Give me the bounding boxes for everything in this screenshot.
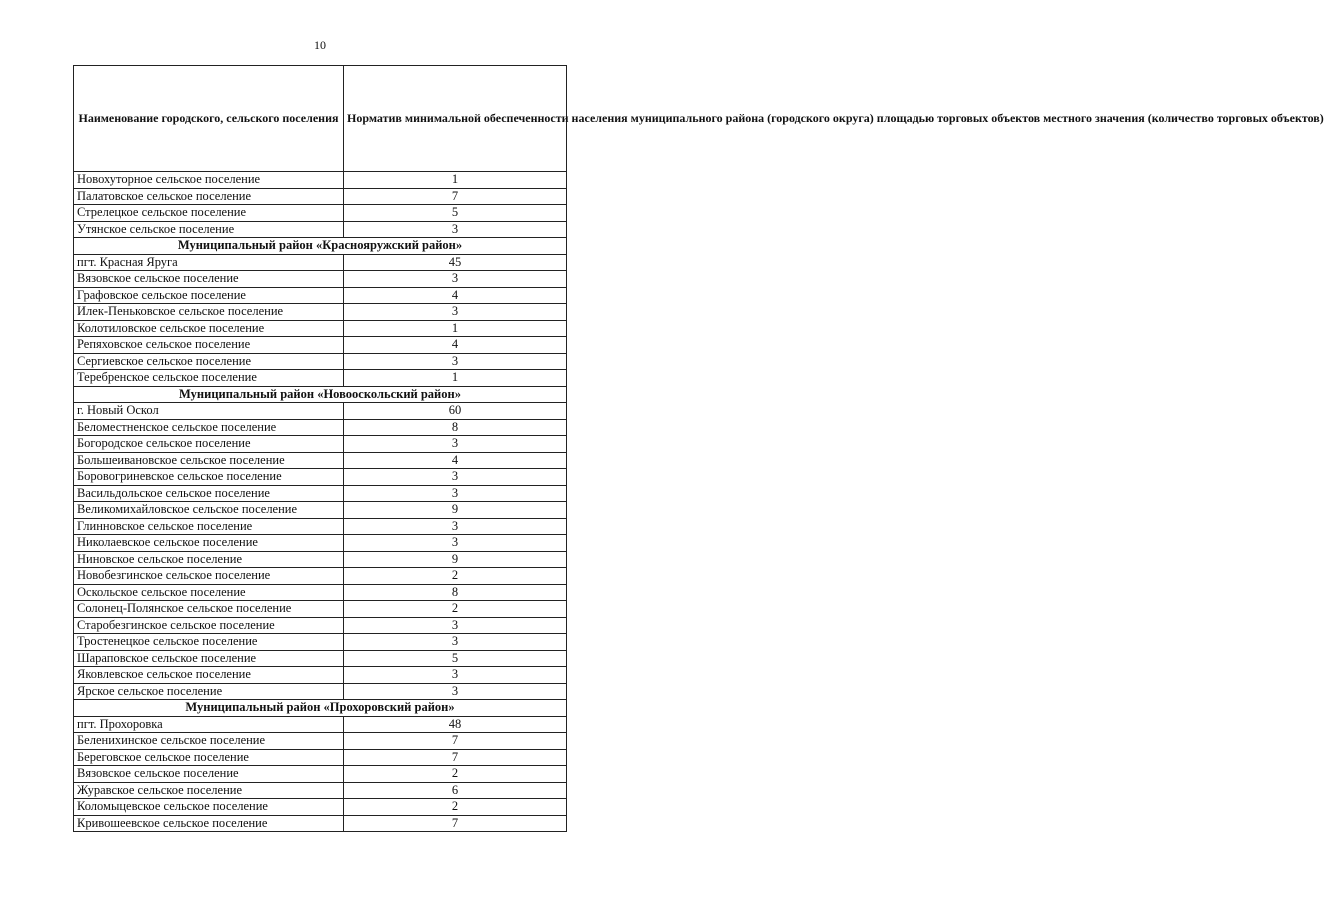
norm-value: 60 (344, 403, 567, 420)
settlement-name: Богородское сельское поселение (74, 436, 344, 453)
district-row (74, 700, 567, 717)
table-header (74, 66, 1324, 172)
settlement-name: Большеивановское сельское поселение (74, 452, 344, 469)
table-row (74, 568, 567, 585)
table-row (74, 584, 567, 601)
norm-value: 7 (344, 815, 567, 832)
table-body (74, 172, 567, 832)
settlement-name: пгт. Прохоровка (74, 716, 344, 733)
norm-value: 45 (344, 254, 567, 271)
table-row (74, 172, 567, 189)
settlement-name: Стрелецкое сельское поселение (74, 205, 344, 222)
table-row (74, 254, 567, 271)
table-row (74, 221, 567, 238)
norm-value: 2 (344, 799, 567, 816)
settlement-name: Ниновское сельское поселение (74, 551, 344, 568)
settlement-name: Утянское сельское поселение (74, 221, 344, 238)
norm-value: 3 (344, 469, 567, 486)
settlement-name: Новобезгинское сельское поселение (74, 568, 344, 585)
table-row (74, 815, 567, 832)
settlement-name: Сергиевское сельское поселение (74, 353, 344, 370)
norm-value: 4 (344, 337, 567, 354)
table-row (74, 667, 567, 684)
settlement-name: Оскольское сельское поселение (74, 584, 344, 601)
settlement-name: Солонец-Полянское сельское поселение (74, 601, 344, 618)
norm-value: 3 (344, 683, 567, 700)
table-row (74, 634, 567, 651)
norm-value: 2 (344, 766, 567, 783)
table-row (74, 749, 567, 766)
norm-value: 5 (344, 650, 567, 667)
settlement-name: Журавское сельское поселение (74, 782, 344, 799)
table-row (74, 535, 567, 552)
settlement-name: Шараповское сельское поселение (74, 650, 344, 667)
table-row (74, 188, 567, 205)
table-row (74, 337, 567, 354)
norm-value: 3 (344, 271, 567, 288)
district-title: Муниципальный район «Прохоровский район» (74, 700, 567, 717)
settlement-name: Глинновское сельское поселение (74, 518, 344, 535)
district-title: Муниципальный район «Новооскольский район» (74, 386, 567, 403)
table-row (74, 799, 567, 816)
table-row (74, 304, 567, 321)
table-row (74, 502, 567, 519)
settlement-name: Палатовское сельское поселение (74, 188, 344, 205)
norm-value: 8 (344, 419, 567, 436)
settlement-name: Боровогриневское сельское поселение (74, 469, 344, 486)
table-row (74, 419, 567, 436)
header-norm: Норматив минимальной обеспеченности населения муниципального района (городского округа) площадью торговых объектов местного значения (количество торговых объектов) (344, 66, 567, 172)
norm-value: 2 (344, 568, 567, 585)
norm-value: 1 (344, 320, 567, 337)
settlement-name: Коломыцевское сельское поселение (74, 799, 344, 816)
settlement-name: Береговское сельское поселение (74, 749, 344, 766)
norm-value: 3 (344, 667, 567, 684)
norm-value: 48 (344, 716, 567, 733)
norm-value: 2 (344, 601, 567, 618)
settlement-name: Вязовское сельское поселение (74, 766, 344, 783)
settlement-name: Вязовское сельское поселение (74, 271, 344, 288)
settlement-name: Тростенецкое сельское поселение (74, 634, 344, 651)
settlement-name: Васильдольское сельское поселение (74, 485, 344, 502)
norm-value: 8 (344, 584, 567, 601)
settlement-name: Теребренское сельское поселение (74, 370, 344, 387)
table-row (74, 403, 567, 420)
norm-value: 5 (344, 205, 567, 222)
table-row (74, 782, 567, 799)
table-row (74, 353, 567, 370)
norm-value: 4 (344, 287, 567, 304)
table-row (74, 436, 567, 453)
table-row (74, 469, 567, 486)
norm-value: 1 (344, 370, 567, 387)
table-row (74, 370, 567, 387)
norm-value: 4 (344, 452, 567, 469)
settlement-name: Беломестненское сельское поселение (74, 419, 344, 436)
norm-value: 3 (344, 634, 567, 651)
norm-value: 3 (344, 221, 567, 238)
settlement-name: Николаевское сельское поселение (74, 535, 344, 552)
table-row (74, 716, 567, 733)
settlement-name: Илек-Пеньковское сельское поселение (74, 304, 344, 321)
norms-table (73, 65, 1324, 832)
settlement-name: Кривошеевское сельское поселение (74, 815, 344, 832)
norm-value: 3 (344, 436, 567, 453)
settlement-name: Великомихайловское сельское поселение (74, 502, 344, 519)
table-row (74, 601, 567, 618)
table-row (74, 733, 567, 750)
norm-value: 3 (344, 617, 567, 634)
table-row (74, 205, 567, 222)
table-row (74, 518, 567, 535)
table-row (74, 320, 567, 337)
table-row (74, 452, 567, 469)
table-row (74, 683, 567, 700)
settlement-name: пгт. Красная Яруга (74, 254, 344, 271)
norm-value: 3 (344, 485, 567, 502)
table-row (74, 485, 567, 502)
header-row (74, 66, 567, 172)
norm-value: 1 (344, 172, 567, 189)
table-row (74, 551, 567, 568)
district-title: Муниципальный район «Краснояружский район» (74, 238, 567, 255)
table-row (74, 287, 567, 304)
norm-value: 3 (344, 535, 567, 552)
settlement-name: Яковлевское сельское поселение (74, 667, 344, 684)
header-settlement-name: Наименование городского, сельского поселения (74, 66, 344, 172)
norm-value: 3 (344, 304, 567, 321)
norm-value: 3 (344, 353, 567, 370)
norm-value: 3 (344, 518, 567, 535)
settlement-name: Репяховское сельское поселение (74, 337, 344, 354)
norm-value: 7 (344, 749, 567, 766)
table-row (74, 271, 567, 288)
norm-value: 9 (344, 551, 567, 568)
settlement-name: Графовское сельское поселение (74, 287, 344, 304)
settlement-name: г. Новый Оскол (74, 403, 344, 420)
norm-value: 7 (344, 733, 567, 750)
norm-value: 7 (344, 188, 567, 205)
norm-value: 9 (344, 502, 567, 519)
page-number: 10 (314, 38, 326, 52)
settlement-name: Новохуторное сельское поселение (74, 172, 344, 189)
table-row (74, 650, 567, 667)
settlement-name: Беленихинское сельское поселение (74, 733, 344, 750)
table-row (74, 766, 567, 783)
table-row (74, 617, 567, 634)
settlement-name: Колотиловское сельское поселение (74, 320, 344, 337)
settlement-name: Ярское сельское поселение (74, 683, 344, 700)
settlement-name: Старобезгинское сельское поселение (74, 617, 344, 634)
district-row (74, 386, 567, 403)
district-row (74, 238, 567, 255)
norm-value: 6 (344, 782, 567, 799)
